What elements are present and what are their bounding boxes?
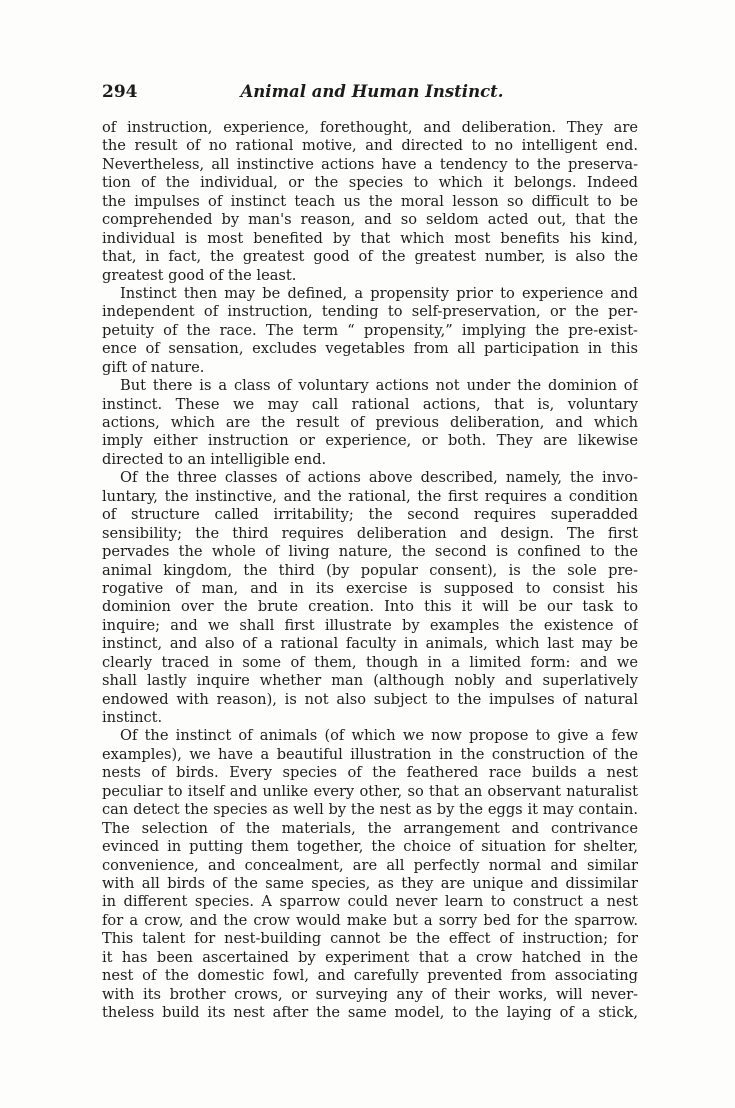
text-line: Of the instinct of animals (of which we now propose to give a few: [120, 727, 638, 745]
page-number: 294: [102, 82, 138, 102]
text-line: petuity of the race. The term “ propensity,” implying the pre-exist-: [102, 321, 638, 339]
text-line: shall lastly inquire whether man (although nobly and superlatively: [102, 672, 638, 690]
text-line: clearly traced in some of them, though in a limited form: and we: [102, 653, 638, 671]
text-line: instinct.: [102, 709, 163, 726]
text-line: of instruction, experience, forethought, and deliberation. They are: [102, 119, 638, 136]
text-line: The selection of the materials, the arrangement and contrivance: [102, 819, 638, 837]
text-line: instinct. These we may call rational actions, that is, voluntary: [102, 395, 638, 413]
text-line: directed to an intelligible end.: [102, 450, 327, 468]
text-line: dominion over the brute creation. Into this it will be our task to: [102, 598, 638, 616]
text-line: But there is a class of voluntary actions not under the dominion of: [120, 377, 638, 395]
text-line: evinced in putting them together, the choice of situation for shelter,: [102, 838, 638, 856]
text-line: convenience, and concealment, are all perfectly normal and similar: [102, 856, 638, 874]
text-line: endowed with reason), is not also subject to the impulses of natural: [102, 690, 638, 708]
text-line: luntary, the instinctive, and the rational, the first requires a condition: [102, 487, 638, 505]
text-line: pervades the whole of living nature, the second is confined to the: [102, 543, 638, 561]
text-line: the impulses of instinct teach us the moral lesson so difficult to be: [102, 192, 638, 210]
text-line: rogative of man, and in its exercise is supposed to consist his: [102, 579, 638, 597]
text-line: it has been ascertained by experiment that a crow hatched in the: [102, 948, 638, 966]
text-line: nests of birds. Every species of the feathered race builds a nest: [102, 764, 638, 782]
text-line: examples), we have a beautiful illustration in the construction of the: [102, 745, 638, 763]
text-line: ence of sensation, excludes vegetables from all participation in this: [102, 340, 638, 358]
text-line: with its brother crows, or surveying any of their works, will never-: [102, 985, 638, 1003]
text-line: gift of nature.: [102, 358, 205, 376]
text-line: Nevertheless, all instinctive actions have a tendency to the preserva-: [102, 155, 638, 173]
text-line: sensibility; the third requires deliberation and design. The first: [102, 524, 638, 542]
text-line: This talent for nest-building cannot be the effect of instruction; for: [102, 930, 638, 948]
text-line: in different species. A sparrow could never learn to construct a nest: [102, 893, 638, 911]
text-line: individual is most benefited by that which most benefits his kind,: [102, 229, 638, 247]
running-title: Animal and Human Instinct.: [240, 82, 504, 101]
text-line: greatest good of the least.: [102, 266, 297, 284]
text-line: that, in fact, the greatest good of the greatest number, is also the: [102, 248, 638, 266]
text-line: tion of the individual, or the species to which it belongs. Indeed: [102, 174, 638, 192]
text-line: of structure called irritability; the second requires superadded: [102, 506, 638, 524]
text-line: peculiar to itself and unlike every other, so that an observant naturalist: [102, 782, 638, 800]
text-line: instinct, and also of a rational faculty in animals, which last may be: [102, 635, 638, 653]
text-line: can detect the species as well by the nest as by the eggs it may contain.: [102, 801, 638, 819]
text-line: independent of instruction, tending to self-preservation, or the per-: [102, 303, 638, 321]
text-line: nest of the domestic fowl, and carefully prevented from associating: [102, 967, 638, 985]
text-line: imply either instruction or experience, or both. They are likewise: [102, 432, 638, 450]
text-line: animal kingdom, the third (by popular consent), is the sole pre-: [102, 561, 638, 579]
text-line: comprehended by man's reason, and so seldom acted out, that the: [102, 211, 638, 229]
running-header: [102, 82, 642, 104]
text-line: theless build its nest after the same model, to the laying of a stick,: [102, 1004, 638, 1021]
body-text: [102, 119, 638, 1022]
text-line: with all birds of the same species, as they are unique and dissimilar: [102, 874, 638, 892]
text-line: for a crow, and the crow would make but a sorry bed for the sparrow.: [102, 911, 638, 929]
text-line: the result of no rational motive, and directed to no intelligent end.: [102, 137, 638, 155]
text-line: Of the three classes of actions above described, namely, the invo-: [120, 469, 638, 487]
text-line: actions, which are the result of previous deliberation, and which: [102, 414, 638, 431]
text-line: inquire; and we shall first illustrate by examples the existence of: [102, 616, 638, 634]
text-line: Instinct then may be defined, a propensity prior to experience and: [120, 284, 638, 302]
